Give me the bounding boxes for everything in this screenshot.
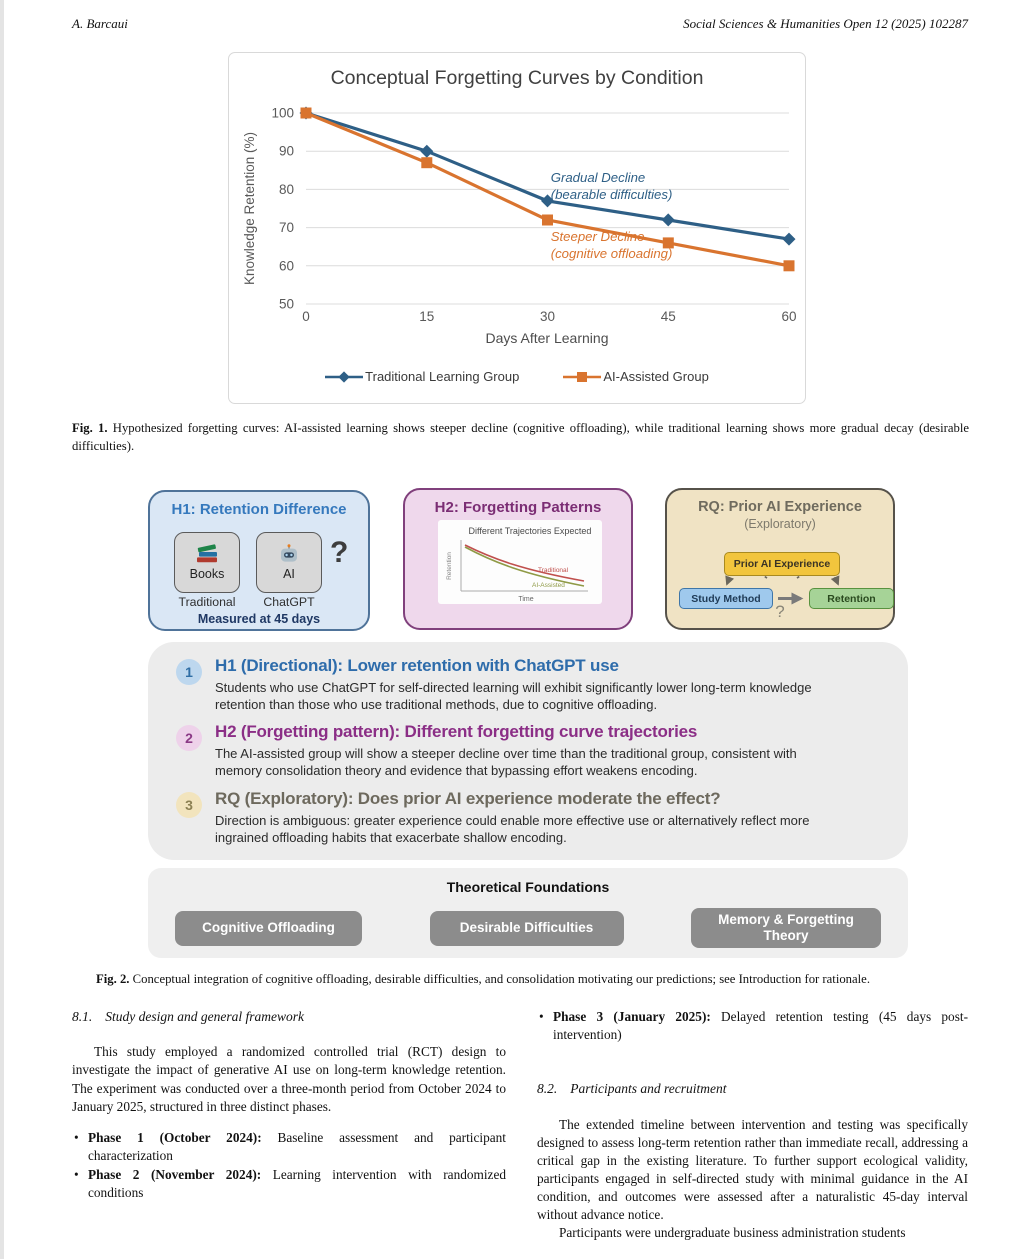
hypothesis-item-h2 bbox=[176, 722, 908, 779]
books-card-label: Books bbox=[189, 567, 225, 581]
hypotheses-panel bbox=[148, 642, 908, 860]
mini-trajectories-chart bbox=[438, 520, 602, 604]
h1-measured-note: Measured at 45 days bbox=[197, 612, 321, 626]
phase1-rest: Baseline assessment and participant characterization bbox=[88, 1129, 506, 1163]
phase-bullet-list-continued bbox=[537, 1008, 968, 1044]
legend-swatch-square bbox=[563, 370, 601, 384]
svg-text:80: 80 bbox=[278, 181, 294, 197]
section-8-1-heading bbox=[72, 1008, 506, 1026]
chart-legend bbox=[229, 369, 805, 384]
phase2-lead: Phase 2 (November 2024): bbox=[88, 1166, 262, 1182]
svg-text:30: 30 bbox=[539, 309, 556, 324]
header-author: A. Barcaui bbox=[72, 16, 128, 31]
figure2-caption bbox=[96, 970, 956, 988]
svg-text:Gradual Decline: Gradual Decline bbox=[550, 169, 646, 185]
phase1-bullet bbox=[72, 1129, 506, 1165]
figure2-caption-text: Conceptual integration of cognitive offloading, desirable difficulties, and consolidation motivating our predictions; see Introduction for rationale. bbox=[132, 972, 870, 986]
prior-ai-experience-node: Prior AI Experience bbox=[724, 552, 840, 576]
mini-curve-label-ai: AI-Assisted bbox=[532, 582, 565, 589]
svg-text:100: 100 bbox=[271, 105, 294, 121]
legend-label: AI-Assisted Group bbox=[603, 369, 709, 384]
svg-text:Knowledge Retention (%): Knowledge Retention (%) bbox=[242, 131, 257, 286]
svg-text:(bearable difficulties): (bearable difficulties) bbox=[550, 186, 673, 202]
phase3-rest: Delayed retention testing (45 days post-intervention) bbox=[553, 1009, 969, 1043]
rq-box bbox=[665, 488, 895, 630]
section-title: Participants and recruitment bbox=[570, 1081, 727, 1097]
ai-card-caption: ChatGPT bbox=[263, 595, 315, 609]
legend-label: Traditional Learning Group bbox=[365, 369, 520, 384]
phase-bullet-list bbox=[72, 1129, 506, 1202]
ai-card bbox=[256, 532, 322, 593]
foundations-row bbox=[175, 904, 881, 952]
retention-node: Retention bbox=[809, 588, 894, 609]
hypothesis-number-badge: 1 bbox=[176, 659, 202, 685]
hypothesis-body: The AI-assisted group will show a steeper decline over time than the traditional group, consistent with memory consolidation theory and evidence that bypassing effort weakens encoding. bbox=[215, 746, 797, 779]
section-8-1-paragraph: This study employed a randomized controlled trial (RCT) design to investigate the impact of generative AI use on long-term knowledge retention. The experiment was conducted over a three-month period from October 2024 to January 2025, structured in three distinct phases. bbox=[72, 1044, 506, 1114]
legend-item-ai bbox=[563, 369, 709, 384]
phase3-lead: Phase 3 (January 2025): bbox=[553, 1009, 711, 1024]
section-8-2-heading bbox=[537, 1080, 968, 1098]
foundations-title: Theoretical Foundations bbox=[446, 879, 610, 895]
h2-hypothesis-box bbox=[403, 488, 633, 630]
legend-item-traditional bbox=[325, 369, 519, 384]
books-icon bbox=[194, 544, 220, 565]
robot-icon bbox=[277, 544, 301, 565]
svg-text:15: 15 bbox=[419, 309, 435, 324]
figure2-caption-label: Fig. 2. bbox=[96, 972, 130, 986]
figure1-caption-label: Fig. 1. bbox=[72, 421, 108, 435]
svg-text:70: 70 bbox=[278, 220, 294, 236]
svg-text:(cognitive offloading): (cognitive offloading) bbox=[550, 246, 673, 261]
mini-chart-xlabel: Time bbox=[518, 596, 534, 603]
hypothesis-body: Direction is ambiguous: greater experience could enable more effective use or alternatively reflect more ingrained offloading habits that exacerbate shallow encoding. bbox=[215, 812, 810, 845]
section-8-2-paragraph-2: Participants were undergraduate business administration students bbox=[559, 1224, 906, 1240]
chart-title: Conceptual Forgetting Curves by Condition bbox=[330, 67, 704, 89]
hypothesis-item-h1 bbox=[176, 656, 908, 713]
foundation-pill-cognitive-offloading: Cognitive Offloading bbox=[175, 911, 362, 946]
mini-curve-label-traditional: Traditional bbox=[538, 567, 569, 574]
phase3-bullet bbox=[537, 1008, 968, 1044]
svg-text:60: 60 bbox=[278, 258, 294, 274]
svg-text:45: 45 bbox=[660, 309, 676, 324]
legend-swatch-diamond bbox=[325, 370, 363, 384]
hypothesis-number-badge: 3 bbox=[176, 792, 202, 818]
h1-question-mark: ? bbox=[330, 536, 349, 569]
phase1-lead: Phase 1 (October 2024): bbox=[88, 1129, 262, 1145]
phase2-bullet bbox=[72, 1166, 506, 1202]
figure1-caption bbox=[72, 419, 969, 455]
section-8-2-paragraph-1: The extended timeline between intervention and testing was specifically designed to assess long-term retention rather than immediate recall, addressing a critical gap in the existing literature. To further support ecological validity, participants engaged in self-directed study with minimal guidance in the AI condition, and outcomes were assessed after a naturalistic 45-day interval without advance notice. bbox=[537, 1116, 968, 1222]
svg-text:0: 0 bbox=[302, 309, 310, 324]
svg-text:90: 90 bbox=[278, 143, 294, 159]
right-column bbox=[537, 1008, 968, 1242]
mini-curve-traditional bbox=[465, 545, 584, 581]
hypothesis-body: Students who use ChatGPT for self-directed learning will exhibit significantly lower long-term knowledge retention than those who use traditional methods, due to cognitive offloading. bbox=[215, 680, 812, 713]
svg-text:60: 60 bbox=[781, 309, 797, 324]
hypothesis-number-badge: 2 bbox=[176, 725, 202, 751]
hypothesis-title: H1 (Directional): Lower retention with ChatGPT use bbox=[215, 656, 619, 675]
foundation-pill-desirable-difficulties: Desirable Difficulties bbox=[430, 911, 624, 946]
books-card-caption: Traditional bbox=[178, 595, 236, 609]
svg-text:Steeper Decline: Steeper Decline bbox=[550, 229, 645, 244]
rq-box-subtitle: (Exploratory) bbox=[744, 517, 816, 531]
chart-x-axis-label: Days After Learning bbox=[485, 330, 609, 346]
figure1-caption-text: Hypothesized forgetting curves: AI-assisted learning shows steeper decline (cognitive offloading), while traditional learning shows more gradual decay (desirable difficulties). bbox=[72, 421, 969, 454]
ai-card-label: AI bbox=[283, 567, 295, 581]
figure1-chart-panel bbox=[228, 52, 806, 404]
mini-chart-title: Different Trajectories Expected bbox=[468, 526, 592, 536]
hypothesis-title: H2 (Forgetting pattern): Different forgetting curve trajectories bbox=[215, 722, 698, 742]
theoretical-foundations-panel bbox=[148, 868, 908, 958]
hypothesis-title: RQ (Exploratory): Does prior AI experience moderate the effect? bbox=[215, 788, 721, 808]
h1-hypothesis-box bbox=[148, 490, 370, 631]
h2-box-title: H2: Forgetting Patterns bbox=[434, 499, 602, 516]
h1-box-title: H1: Retention Difference bbox=[171, 501, 347, 518]
header-journal-ref: Social Sciences & Humanities Open 12 (2025) 102287 bbox=[683, 16, 968, 31]
mini-chart-ylabel: Retention bbox=[446, 552, 453, 580]
svg-text:50: 50 bbox=[278, 296, 294, 312]
forgetting-curves-plot bbox=[239, 101, 799, 326]
hypothesis-item-rq bbox=[176, 789, 908, 846]
left-column bbox=[72, 1008, 506, 1203]
page-scan-edge bbox=[0, 0, 4, 1259]
section-number: 8.1. bbox=[72, 1009, 93, 1024]
phase2-rest: Learning intervention with randomized conditions bbox=[88, 1166, 507, 1200]
rq-box-title: RQ: Prior AI Experience bbox=[698, 499, 862, 515]
books-card bbox=[174, 532, 240, 593]
foundation-pill-memory-forgetting: Memory & Forgetting Theory bbox=[691, 908, 881, 948]
section-title: Study design and general framework bbox=[105, 1009, 304, 1024]
section-number: 8.2. bbox=[537, 1081, 558, 1097]
study-method-node: Study Method bbox=[679, 588, 773, 609]
rq-question-mark: ? bbox=[775, 602, 785, 621]
